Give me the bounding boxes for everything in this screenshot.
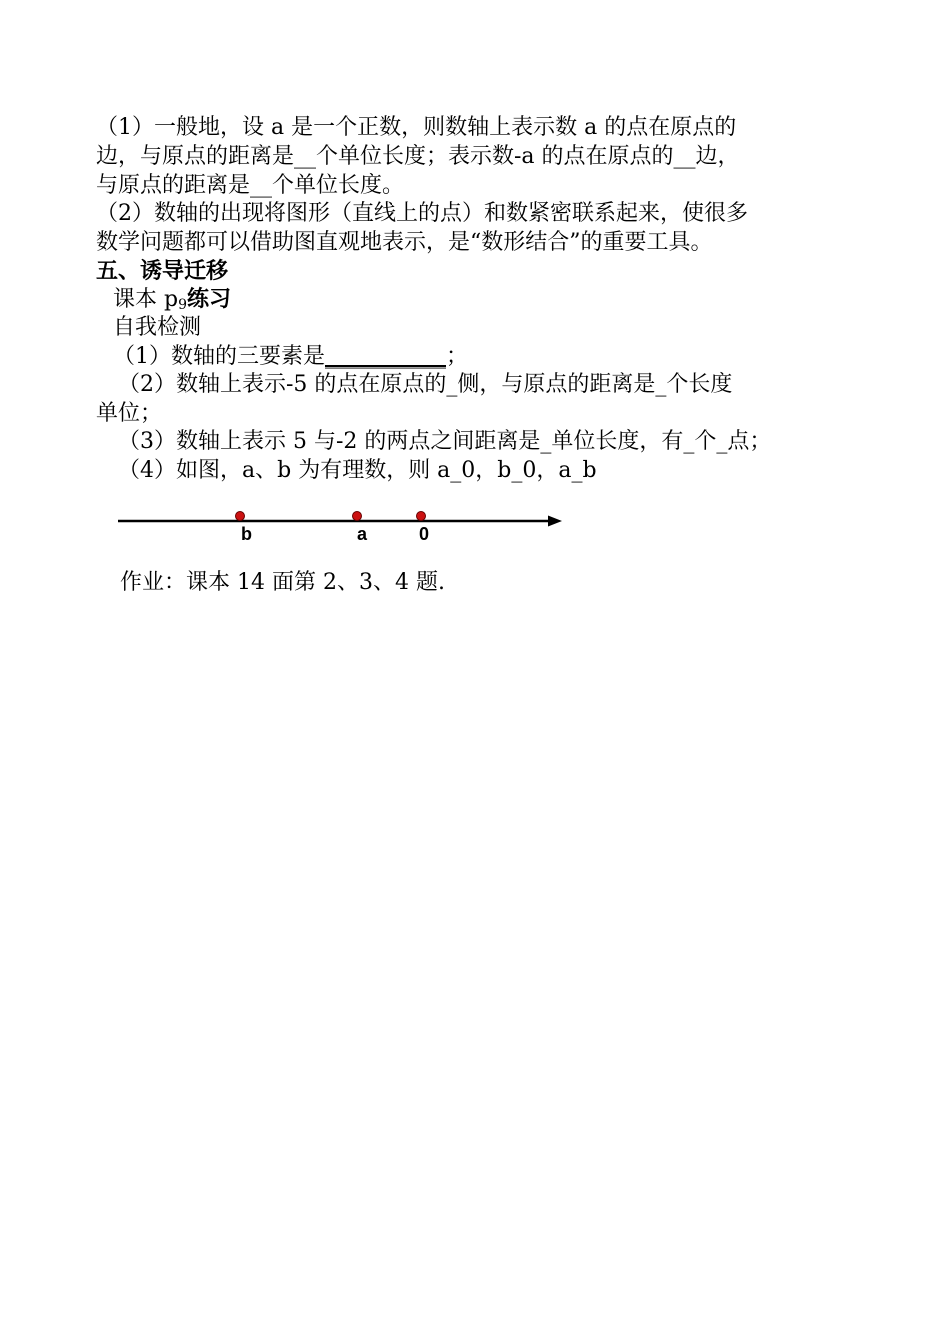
self-check-q4: （4）如图，a、b 为有理数，则 a_0，b_0，a_b bbox=[118, 458, 597, 483]
paragraph1-line1: （1）一般地，设 a 是一个正数，则数轴上表示数 a 的点在原点的 bbox=[96, 115, 737, 140]
self-check-q2-line1: （2）数轴上表示-5 的点在原点的_侧，与原点的距离是_个长度 bbox=[118, 372, 733, 397]
self-check-q2-line2: 单位； bbox=[96, 401, 163, 426]
label-zero: 0 bbox=[419, 524, 430, 544]
self-check-title: 自我检测 bbox=[113, 315, 202, 340]
point-a bbox=[353, 512, 362, 521]
textbook-suffix: 练习 bbox=[187, 287, 232, 312]
homework: 作业：课本 14 面第 2、3、4 题. bbox=[120, 570, 445, 595]
paragraph2-line1: （2）数轴的出现将图形（直线上的点）和数紧密联系起来，使很多 bbox=[96, 201, 748, 226]
paragraph1-line2: 边，与原点的距离是__个单位长度；表示数-a 的点在原点的__边， bbox=[96, 144, 740, 169]
label-a: a bbox=[357, 524, 368, 544]
textbook-page-subscript: 9 bbox=[178, 297, 187, 313]
point-zero bbox=[417, 512, 426, 521]
paragraph1-line3: 与原点的距离是__个单位长度。 bbox=[96, 173, 405, 198]
number-line-figure bbox=[0, 0, 950, 560]
q1-blank: ___________ bbox=[325, 344, 446, 369]
number-line-arrowhead bbox=[548, 516, 562, 527]
q1-text: （1）数轴的三要素是 bbox=[113, 344, 325, 369]
q1-end: ； bbox=[446, 344, 469, 369]
section-heading: 五、诱导迁移 bbox=[96, 259, 229, 284]
label-b: b bbox=[241, 524, 252, 544]
textbook-prefix: 课本 p bbox=[113, 287, 179, 312]
self-check-q3: （3）数轴上表示 5 与-2 的两点之间距离是_单位长度，有_个_点； bbox=[118, 429, 772, 454]
paragraph2-line2: 数学问题都可以借助图直观地表示，是“数形结合”的重要工具。 bbox=[96, 230, 713, 255]
point-b bbox=[236, 512, 245, 521]
